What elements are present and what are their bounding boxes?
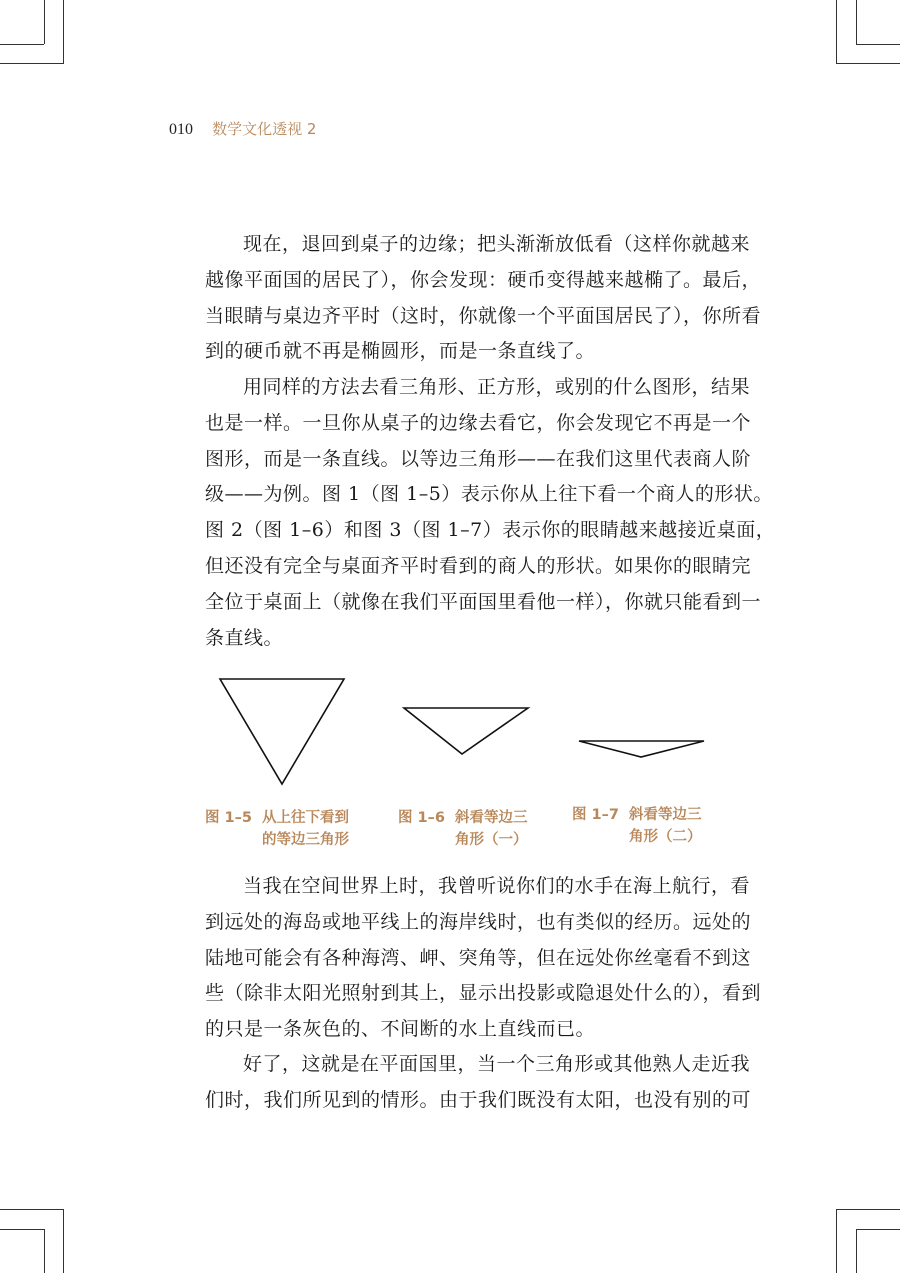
paragraph-3 [205, 869, 762, 1048]
crop-mark [0, 63, 64, 64]
text-line: 级——为例。图 1（图 1–5）表示你从上往下看一个商人的形状。 [205, 483, 773, 506]
text-line: 全位于桌面上（就像在我们平面国里看他一样），你就只能看到一 [205, 590, 762, 613]
text-line: 用同样的方法去看三角形、正方形，或别的什么图形，结果 [243, 376, 751, 398]
crop-mark [856, 0, 857, 44]
crop-mark [836, 0, 837, 64]
figure-group [205, 676, 725, 856]
text-line: 当眼睛与桌边齐平时（这时，你就像一个平面国居民了），你所看 [205, 304, 762, 327]
text-line: 图 2（图 1–6）和图 3（图 1–7）表示你的眼睛越来越接近桌面， [205, 519, 776, 542]
crop-mark [63, 0, 64, 64]
text-line: 些（除非太阳光照射到其上，显示出投影或隐退处什么的），看到 [205, 982, 762, 1005]
crop-mark [0, 44, 44, 45]
figure-caption-text: 斜看等边三 角形（二） [628, 807, 702, 845]
crop-mark [0, 1229, 44, 1230]
figure-caption-text: 斜看等边三 角形（一） [454, 810, 528, 848]
figure-number: 图 1–5 [205, 810, 252, 826]
crop-mark [836, 63, 900, 64]
figure-caption [572, 804, 701, 848]
text-line: 好了，这就是在平面国里，当一个三角形或其他熟人走近我 [243, 1053, 751, 1075]
figure-number: 图 1–6 [398, 810, 445, 826]
figure-caption-text: 从上往下看到 的等边三角形 [261, 810, 349, 848]
crop-mark [856, 1229, 857, 1273]
book-title: 数学文化透视 2 [212, 120, 317, 138]
figure-caption [205, 807, 349, 851]
text-line: 陆地可能会有各种海湾、岬、突角等，但在远处你丝毫看不到这 [205, 946, 752, 969]
crop-mark [44, 0, 45, 44]
running-header [169, 118, 316, 139]
figure-caption [398, 807, 527, 851]
crop-mark [836, 1209, 900, 1210]
text-line: 条直线。 [205, 626, 284, 649]
text-line: 越像平面国的居民了），你会发现：硬币变得越来越椭了。最后， [205, 268, 762, 291]
triangle-figure-1-6 [404, 708, 528, 754]
triangle-figure-1-7 [579, 741, 704, 757]
crop-mark [0, 1209, 64, 1210]
triangle-figure-1-5 [220, 679, 344, 784]
crop-mark [856, 1229, 900, 1230]
text-line: 们时，我们所见到的情形。由于我们既没有太阳，也没有别的可 [205, 1088, 752, 1111]
figure-number: 图 1–7 [572, 807, 619, 823]
page-number: 010 [169, 121, 193, 138]
crop-mark [836, 1209, 837, 1273]
text-line: 的只是一条灰色的、不间断的水上直线而已。 [205, 1018, 596, 1041]
text-line: 现在，退回到桌子的边缘；把头渐渐放低看（这样你就越来 [243, 233, 751, 255]
figure-triangles [205, 676, 725, 796]
crop-mark [63, 1209, 64, 1273]
paragraph-1 [205, 227, 762, 370]
paragraph-2 [205, 370, 776, 656]
text-line: 图形，而是一条直线。以等边三角形——在我们这里代表商人阶 [205, 447, 752, 470]
text-line: 也是一样。一旦你从桌子的边缘去看它，你会发现它不再是一个 [205, 411, 752, 434]
text-line: 到的硬币就不再是椭圆形，而是一条直线了。 [205, 340, 596, 363]
paragraph-4 [205, 1047, 752, 1119]
text-line: 但还没有完全与桌面齐平时看到的商人的形状。如果你的眼睛完 [205, 554, 752, 577]
crop-mark [44, 1229, 45, 1273]
text-line: 到远处的海岛或地平线上的海岸线时，也有类似的经历。远处的 [205, 910, 752, 933]
text-line: 当我在空间世界上时，我曾听说你们的水手在海上航行，看 [243, 875, 751, 897]
crop-mark [856, 44, 900, 45]
